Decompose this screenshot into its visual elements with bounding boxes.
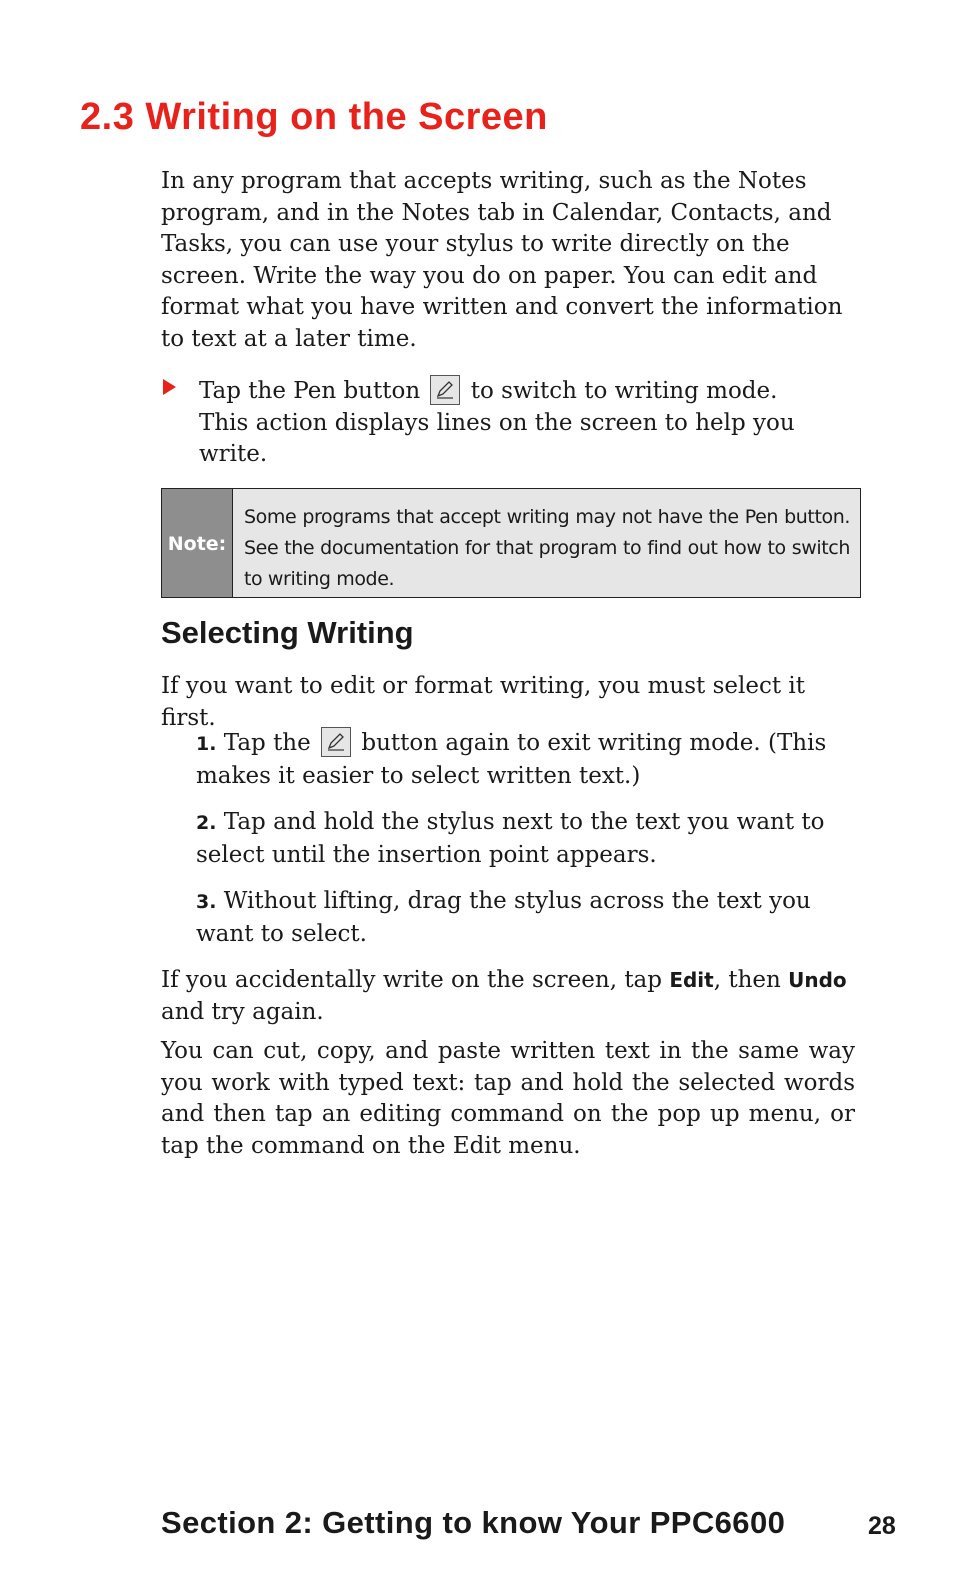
cut-copy-paragraph: You can cut, copy, and paste written text in the same way you work with typed text: tap and hold the selected words and then tap an editing command on the pop up menu, or tap the command on the Edit menu.	[161, 1038, 855, 1159]
page-number: 28	[868, 1512, 896, 1540]
note-text: Some programs that accept writing may not have the Pen button. See the documentation for that program to find out how to switch to writing mode.	[244, 506, 850, 590]
section-footer: Section 2: Getting to know Your PPC6600	[161, 1505, 786, 1540]
bullet-text: Tap the Pen button to switch to writing mode. This action displays lines on the screen to help you write.	[199, 375, 819, 471]
pen-button-icon	[321, 727, 351, 757]
pen-button-icon	[430, 375, 460, 405]
select-intro: If you want to edit or format writing, you must select it first.	[161, 673, 806, 731]
bullet-arrow-icon	[163, 379, 176, 395]
edit-command: Edit	[669, 968, 714, 992]
accident-paragraph: If you accidentally write on the screen, tap Edit, then Undo and try again.	[161, 967, 847, 1025]
section-subheading: Selecting Writing	[161, 615, 414, 650]
step-3: 3. Without lifting, drag the stylus across the text you want to select.	[196, 888, 811, 947]
note-box	[161, 488, 861, 598]
step-2: 2. Tap and hold the stylus next to the text you want to select until the insertion point appears.	[196, 809, 825, 868]
intro-paragraph: In any program that accepts writing, such as the Notes program, and in the Notes tab in Calendar, Contacts, and Tasks, you can use your stylus to write directly on the screen. Write the way you do on paper. You can edit and format what you have written and convert the information to text at a later time.	[161, 168, 843, 352]
note-label-cell	[162, 489, 233, 597]
undo-command: Undo	[788, 968, 847, 992]
step-1: 1. Tap the button again to exit writing mode. (This makes it easier to select written text.)	[196, 727, 846, 792]
note-label: Note:	[167, 533, 227, 555]
page-title: 2.3 Writing on the Screen	[80, 96, 548, 138]
